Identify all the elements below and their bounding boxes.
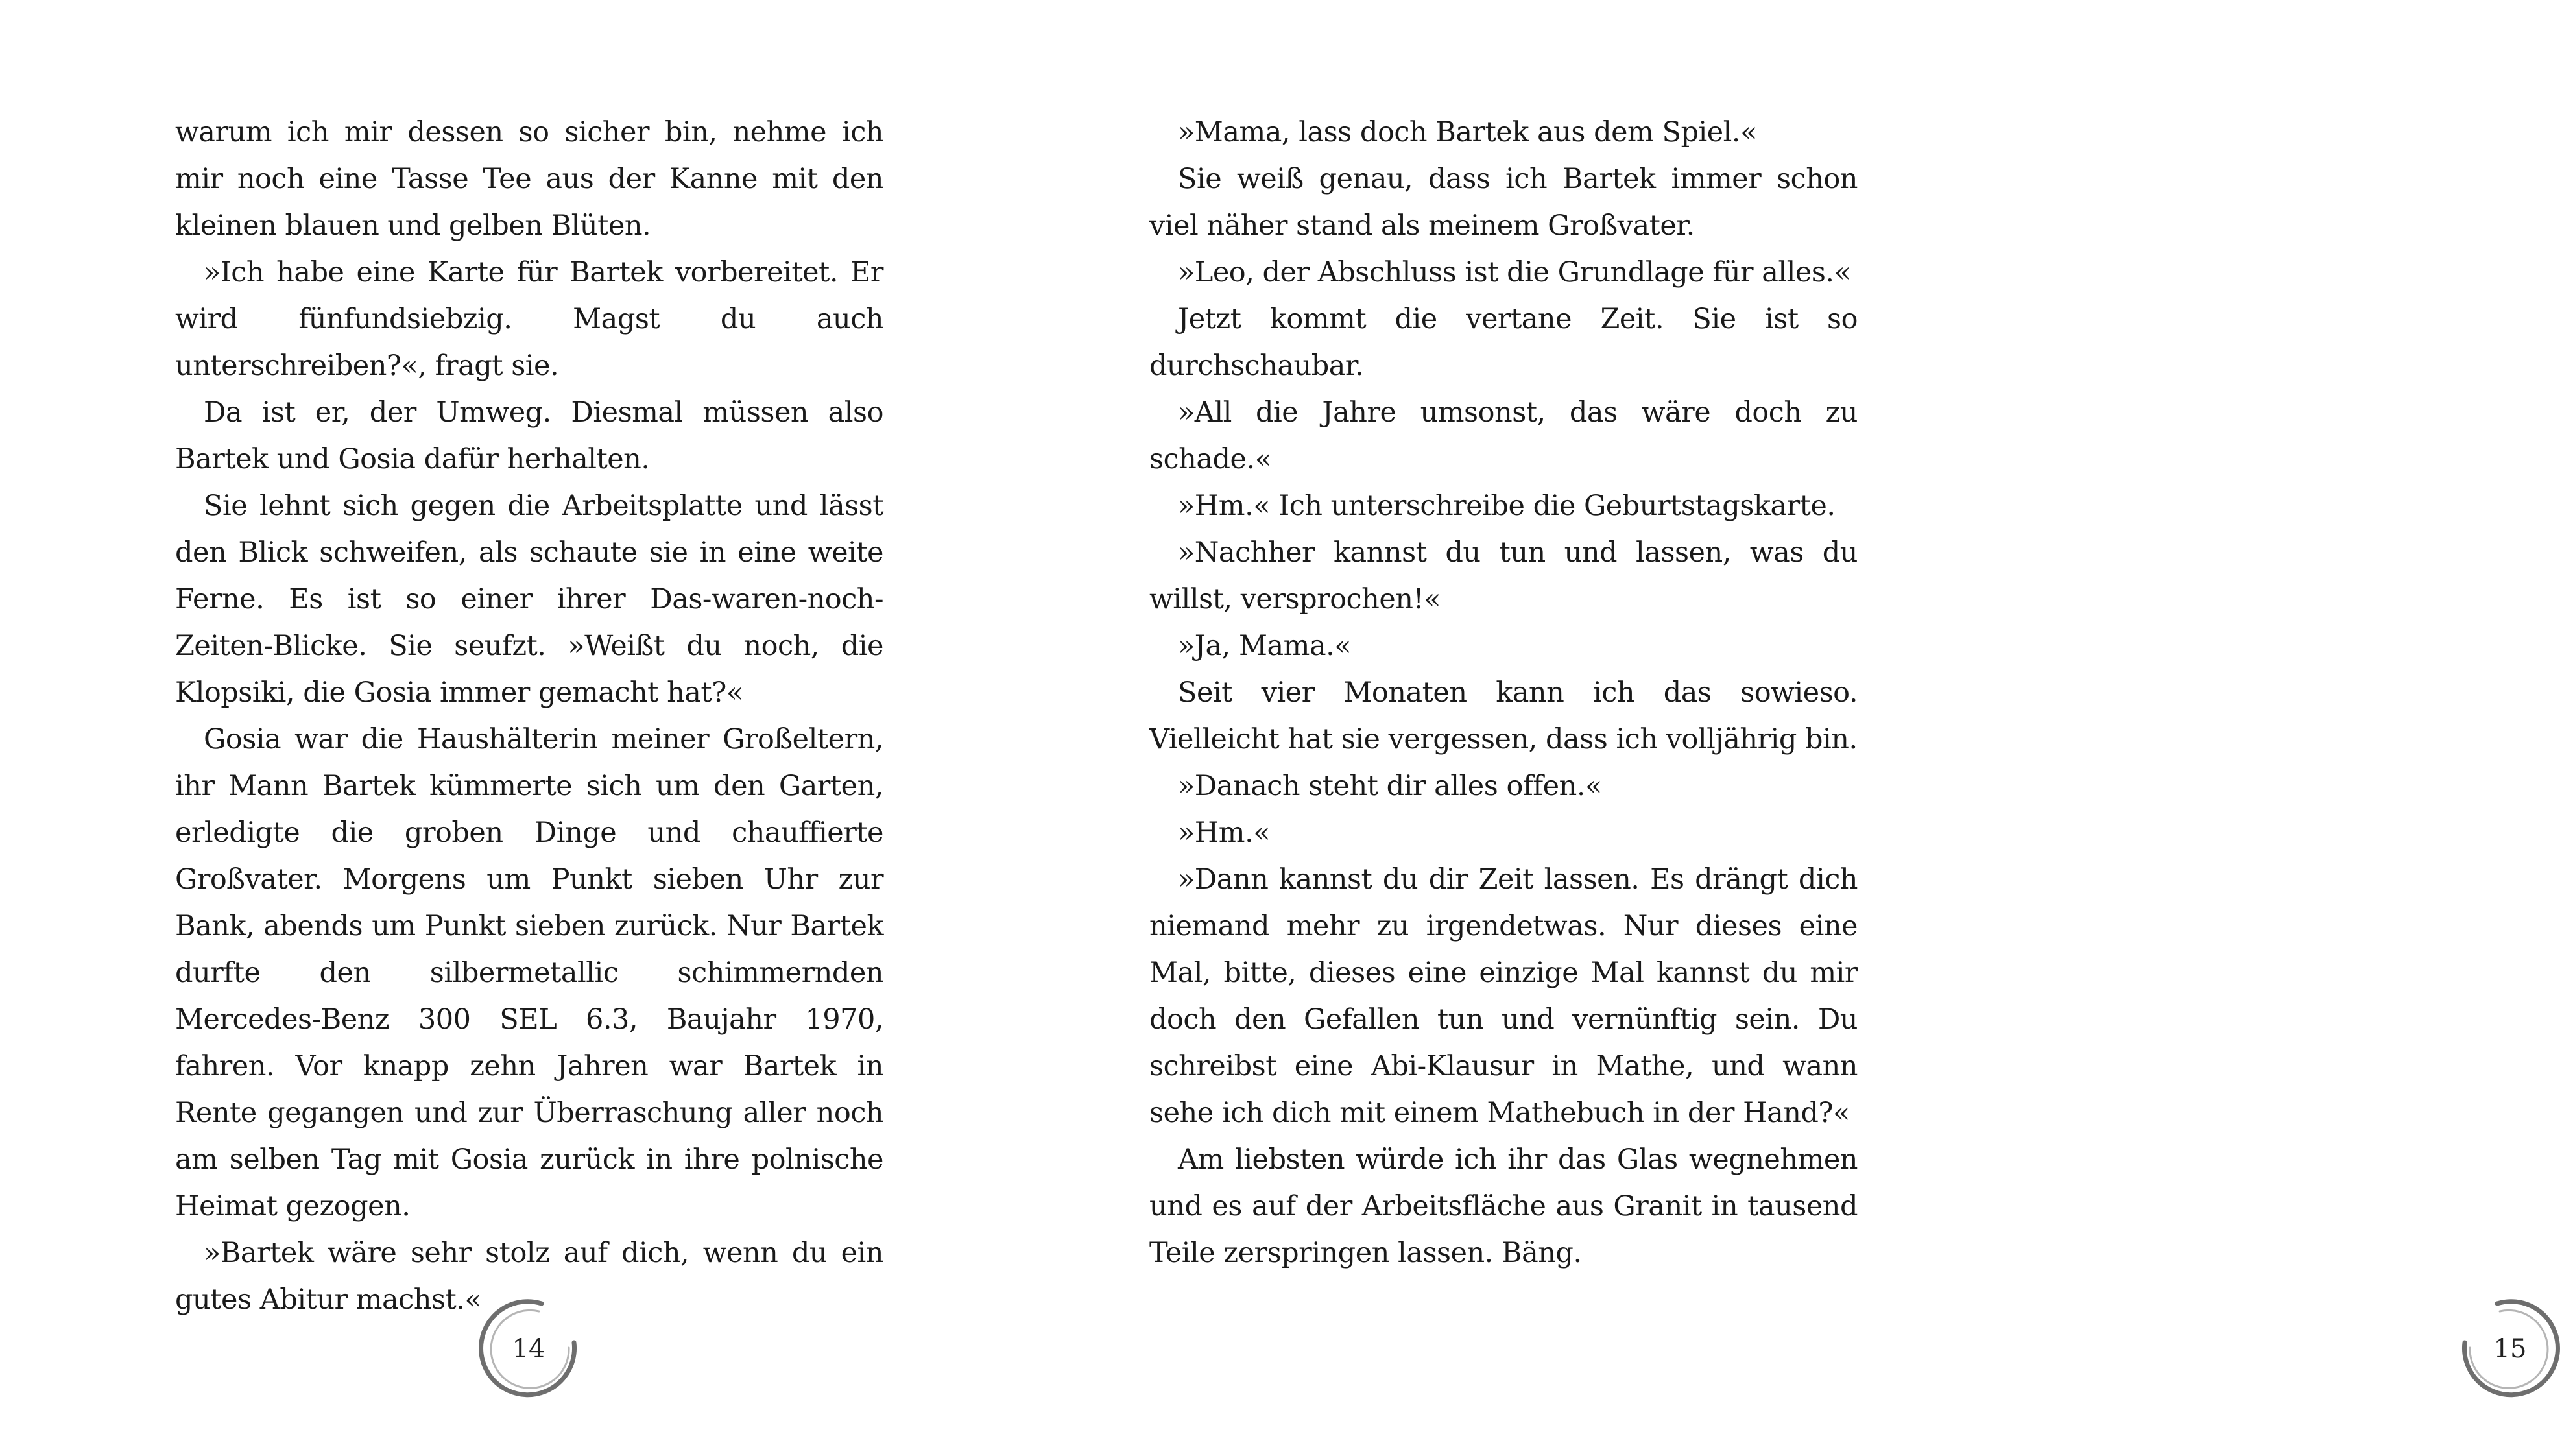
paragraph: »Ich habe eine Karte für Bartek vorbereitet. Er wird fünfundsiebzig. Magst du auch unterschreiben?«, fragt sie. (175, 256, 883, 382)
paragraph: »Mama, lass doch Bartek aus dem Spiel.« (1178, 116, 1757, 149)
left-page-text (175, 109, 883, 1323)
paragraph: »Dann kannst du dir Zeit lassen. Es drängt dich niemand mehr zu irgendetwas. Nur dieses eine Mal, bitte, dieses eine einzige Mal kannst du mir doch den Gefallen tun und vernünftig sein. Du schreibst eine Abi-Klausur in Mathe, und wann sehe ich dich mit einem Mathebuch in der Hand?« (1149, 863, 1858, 1129)
right-page-text (1149, 109, 1858, 1276)
paragraph: »Danach steht dir alles offen.« (1178, 770, 1602, 802)
paragraph: »Hm.« Ich unterschreibe die Geburtstagskarte. (1178, 490, 1836, 522)
paragraph: »Leo, der Abschluss ist die Grundlage für alles.« (1178, 256, 1851, 289)
paragraph: warum ich mir dessen so sicher bin, nehme ich mir noch eine Tasse Tee aus der Kanne mit den kleinen blauen und gelben Blüten. (175, 116, 883, 242)
paragraph: Seit vier Monaten kann ich das sowieso. Vielleicht hat sie vergessen, dass ich volljährig bin. (1149, 676, 1858, 756)
paragraph: »Ja, Mama.« (1178, 630, 1352, 662)
paragraph: Sie lehnt sich gegen die Arbeitsplatte und lässt den Blick schweifen, als schaute sie in eine weite Ferne. Es ist so einer ihrer Das-waren-noch-Zeiten-Blicke. Sie seufzt. »Weißt du noch, die Klopsiki, die Gosia immer gemacht hat?« (175, 490, 883, 709)
left-page (0, 0, 1005, 1456)
paragraph: Jetzt kommt die vertane Zeit. Sie ist so durchschaubar. (1149, 303, 1858, 382)
paragraph: »All die Jahre umsonst, das wäre doch zu schade.« (1149, 396, 1858, 475)
right-page (1005, 0, 2527, 1456)
paragraph: »Hm.« (1178, 817, 1271, 849)
paragraph: Sie weiß genau, dass ich Bartek immer schon viel näher stand als meinem Großvater. (1149, 163, 1858, 242)
paragraph: Da ist er, der Umweg. Diesmal müssen also Bartek und Gosia dafür herhalten. (175, 396, 883, 475)
paragraph: »Bartek wäre sehr stolz auf dich, wenn du ein gutes Abitur machst.« (175, 1237, 883, 1316)
page-number-badge (477, 1297, 581, 1401)
page-number: 14 (512, 1334, 545, 1364)
paragraph: »Nachher kannst du tun und lassen, was du willst, versprochen!« (1149, 536, 1858, 615)
paragraph: Am liebsten würde ich ihr das Glas wegnehmen und es auf der Arbeitsfläche aus Granit in tausend Teile zerspringen lassen. Bäng. (1149, 1143, 1858, 1269)
paragraph: Gosia war die Haushälterin meiner Großeltern, ihr Mann Bartek kümmerte sich um den Garten, erledigte die groben Dinge und chauffierte Großvater. Morgens um Punkt sieben Uhr zur Bank, abends um Punkt sieben zurück. Nur Bartek durfte den silbermetallic schimmernden Mercedes-Benz 300 SEL 6.3, Baujahr 1970, fahren. Vor knapp zehn Jahren war Bartek in Rente gegangen und zur Überraschung aller noch am selben Tag mit Gosia zurück in ihre polnische Heimat gezogen. (175, 723, 883, 1223)
page-number-badge (2458, 1297, 2562, 1401)
page-number: 15 (2493, 1334, 2527, 1364)
